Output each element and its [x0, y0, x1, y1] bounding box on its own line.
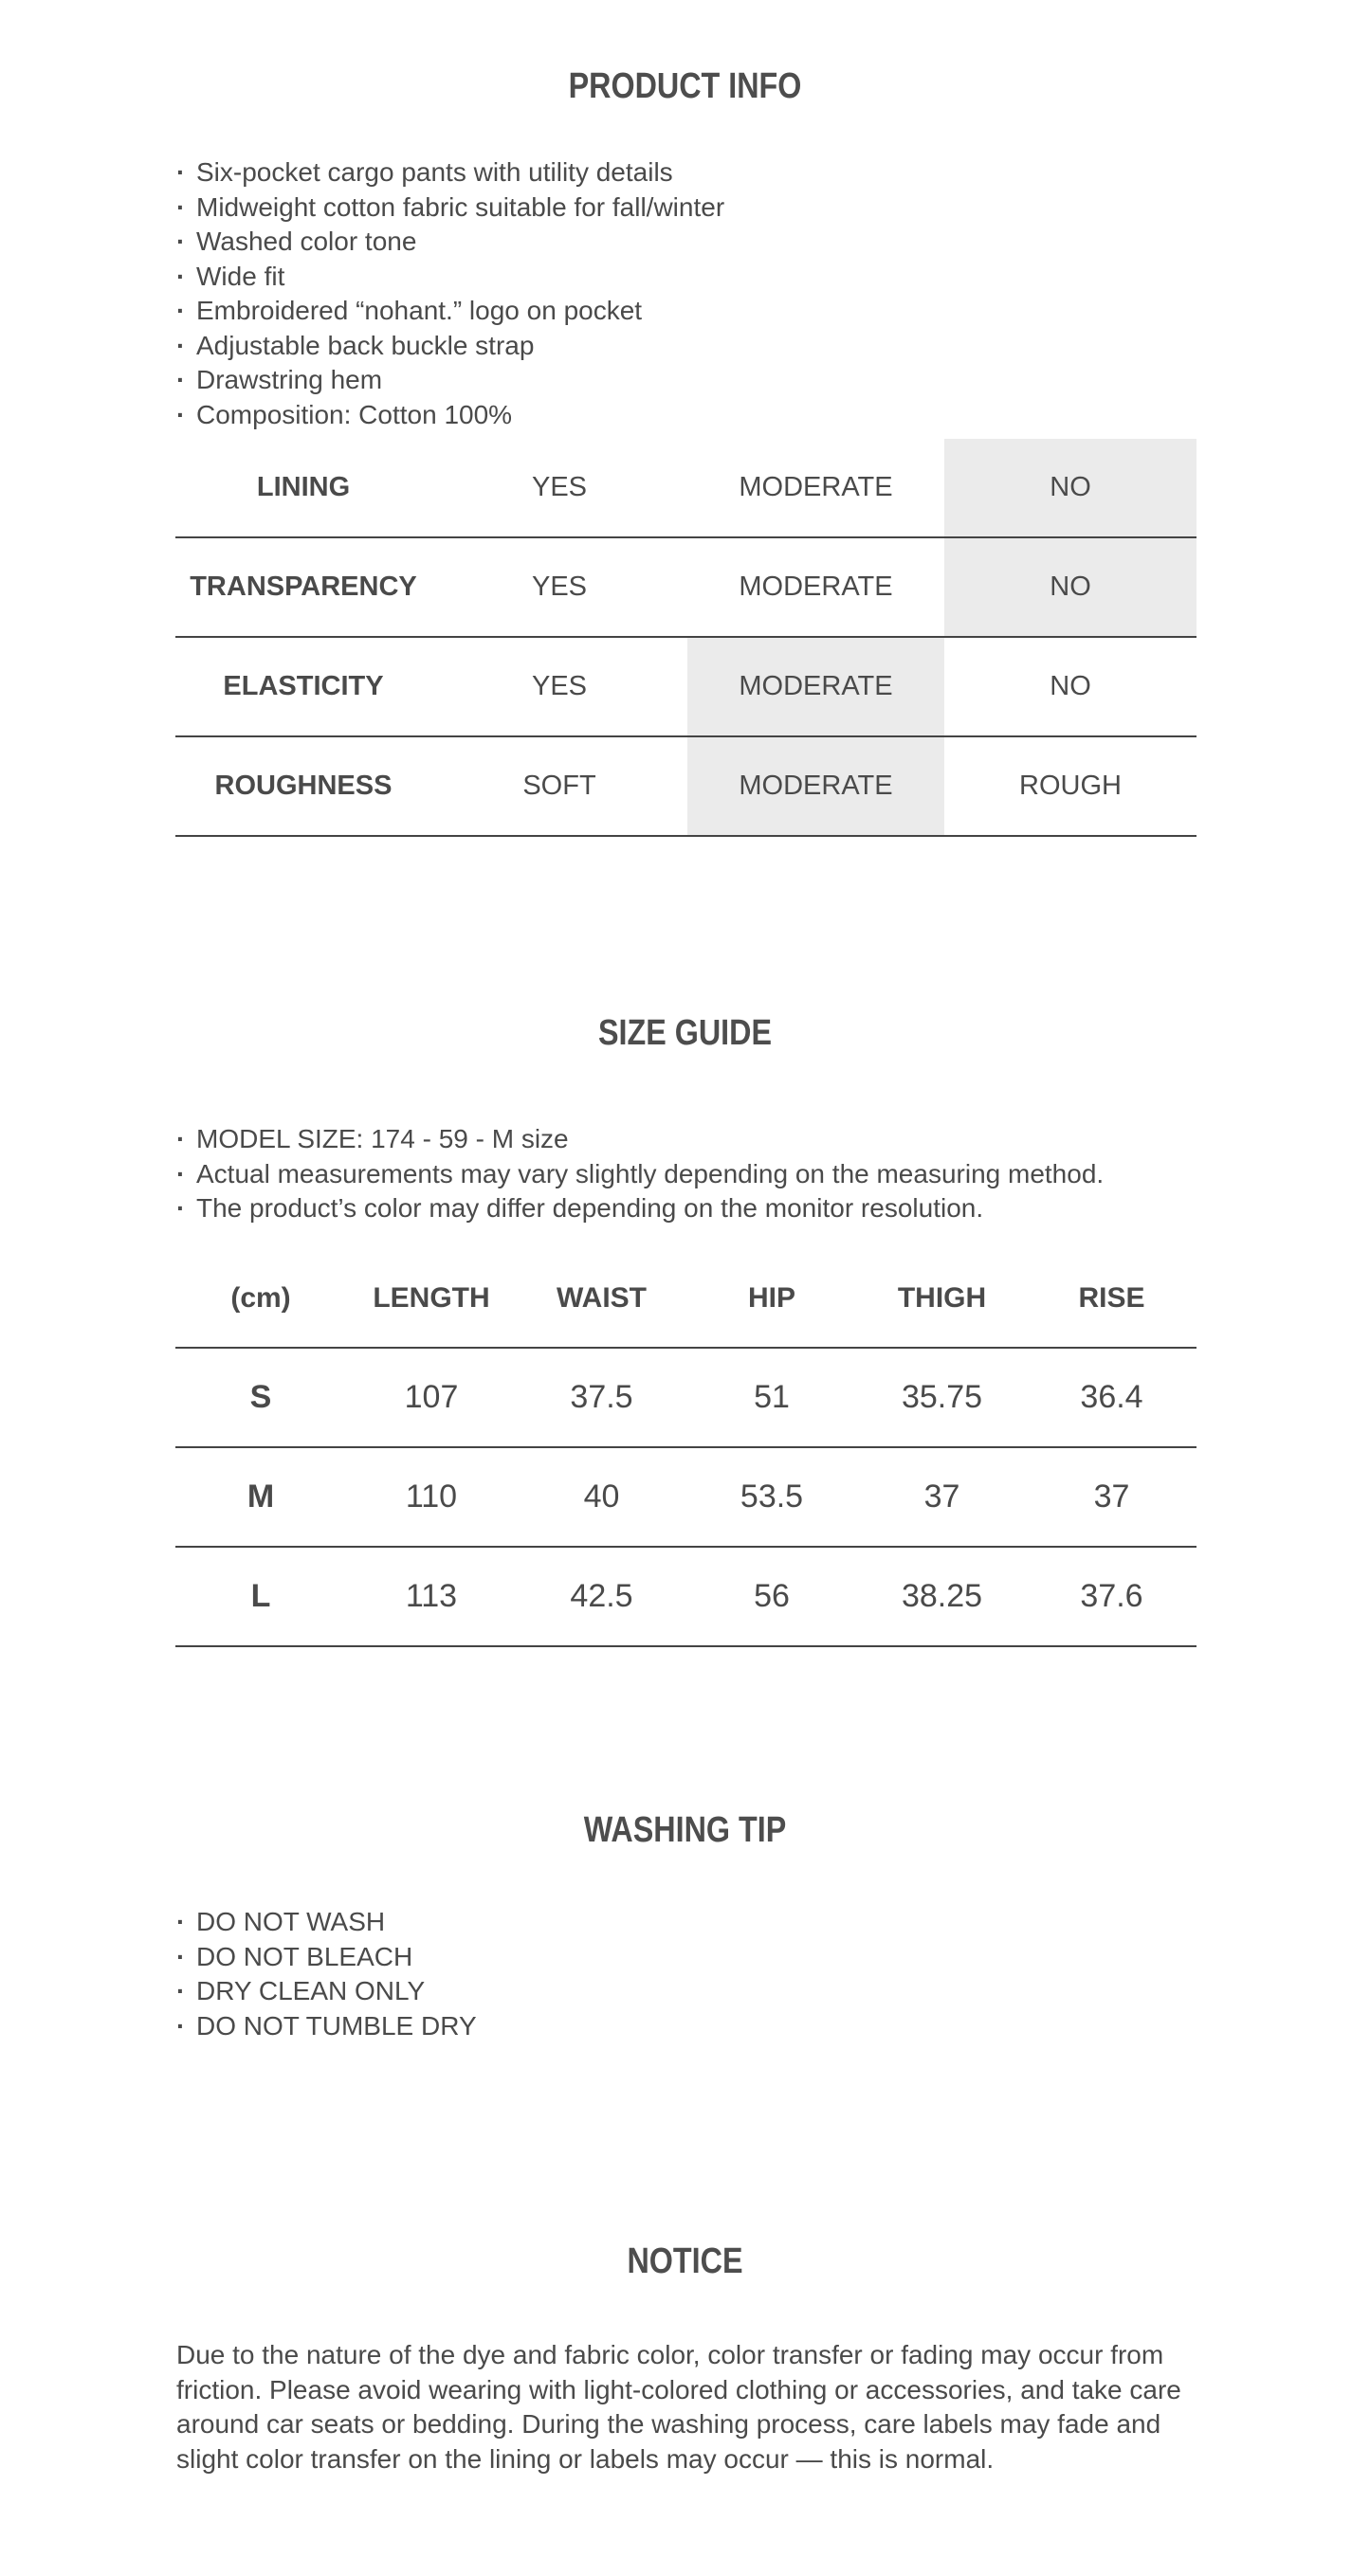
rise-header: RISE [1078, 1281, 1145, 1314]
table-row [175, 537, 1196, 637]
notice-title: NOTICE [627, 2241, 743, 2281]
list-item: · Adjustable back buckle strap [176, 329, 724, 364]
size-label: S [249, 1379, 272, 1415]
table-cell: 40 [583, 1478, 620, 1515]
table-row [175, 439, 1196, 537]
product-info-title: PRODUCT INFO [568, 66, 802, 106]
list-item: · DO NOT BLEACH [176, 1940, 477, 1975]
table-cell: 37 [1093, 1478, 1130, 1515]
table-row [175, 1348, 1196, 1447]
size-table [175, 1249, 1196, 1647]
list-item: · Composition: Cotton 100% [176, 398, 724, 433]
table-cell: 110 [405, 1478, 458, 1515]
lining-option-1: YES [531, 472, 588, 502]
roughness-option-1: SOFT [522, 771, 596, 801]
list-item: · DRY CLEAN ONLY [176, 1974, 477, 2009]
elasticity-option-3: NO [1050, 671, 1091, 701]
table-cell: 42.5 [570, 1578, 633, 1614]
list-item: · Drawstring hem [176, 363, 724, 398]
thigh-header: THIGH [897, 1281, 987, 1314]
list-item: · Washed color tone [176, 225, 724, 260]
unit-header: (cm) [230, 1281, 291, 1314]
table-cell: 113 [405, 1578, 458, 1614]
list-item: · Wide fit [176, 260, 724, 295]
roughness-option-2: MODERATE [687, 736, 944, 836]
lining-option-3: NO [944, 439, 1196, 537]
washing-tip-list [176, 1905, 477, 2043]
list-item: · DO NOT WASH [176, 1905, 477, 1940]
elasticity-option-1: YES [531, 671, 588, 701]
table-row [175, 1547, 1196, 1646]
table-cell: 51 [754, 1379, 790, 1415]
table-row [175, 637, 1196, 736]
hip-header: HIP [747, 1281, 795, 1314]
table-header-row [175, 1249, 1196, 1348]
table-cell: 53.5 [740, 1478, 804, 1515]
list-item: · DO NOT TUMBLE DRY [176, 2009, 477, 2044]
product-info-list [176, 155, 724, 432]
elasticity-label: ELASTICITY [223, 671, 384, 701]
roughness-label: ROUGHNESS [214, 771, 393, 801]
table-cell: 56 [754, 1578, 790, 1614]
roughness-option-3: ROUGH [1019, 771, 1122, 801]
fabric-properties-table [175, 439, 1196, 837]
length-header: LENGTH [373, 1281, 490, 1314]
lining-label: LINING [256, 472, 351, 502]
table-cell: 37.5 [570, 1379, 633, 1415]
transparency-label: TRANSPARENCY [190, 571, 417, 602]
table-cell: 35.75 [901, 1379, 983, 1415]
table-row [175, 1447, 1196, 1547]
list-item: · The product’s color may differ depending on the monitor resolution. [176, 1191, 1104, 1226]
size-label: L [250, 1578, 271, 1614]
size-guide-notes [176, 1122, 1104, 1226]
list-item: · Actual measurements may vary slightly depending on the measuring method. [176, 1157, 1104, 1192]
size-label: M [247, 1478, 275, 1515]
transparency-option-3: NO [944, 537, 1196, 637]
elasticity-option-2: MODERATE [687, 637, 944, 736]
transparency-option-1: YES [531, 571, 588, 602]
notice-text: Due to the nature of the dye and fabric color, color transfer or fading may occur from friction. Please avoid wearing with light-colored clothing or accessories, and take care around car seats or bedding. During the washing process, care labels may fade and slight color transfer on the lining or labels may occur — this is normal. [176, 2340, 1181, 2474]
waist-header: WAIST [557, 1281, 647, 1314]
list-item: · Midweight cotton fabric suitable for fall/winter [176, 190, 724, 226]
table-cell: 36.4 [1080, 1379, 1143, 1415]
table-row [175, 736, 1196, 836]
list-item: · Six-pocket cargo pants with utility details [176, 155, 724, 190]
table-cell: 37 [923, 1478, 960, 1515]
size-guide-title: SIZE GUIDE [597, 1013, 773, 1053]
table-cell: 107 [404, 1379, 459, 1415]
table-cell: 37.6 [1080, 1578, 1143, 1614]
transparency-option-2: MODERATE [739, 571, 893, 602]
washing-tip-title: WASHING TIP [583, 1810, 787, 1850]
list-item: · Embroidered “nohant.” logo on pocket [176, 294, 724, 329]
table-cell: 38.25 [901, 1578, 983, 1614]
list-item: · MODEL SIZE: 174 - 59 - M size [176, 1122, 1104, 1157]
lining-option-2: MODERATE [739, 472, 893, 502]
